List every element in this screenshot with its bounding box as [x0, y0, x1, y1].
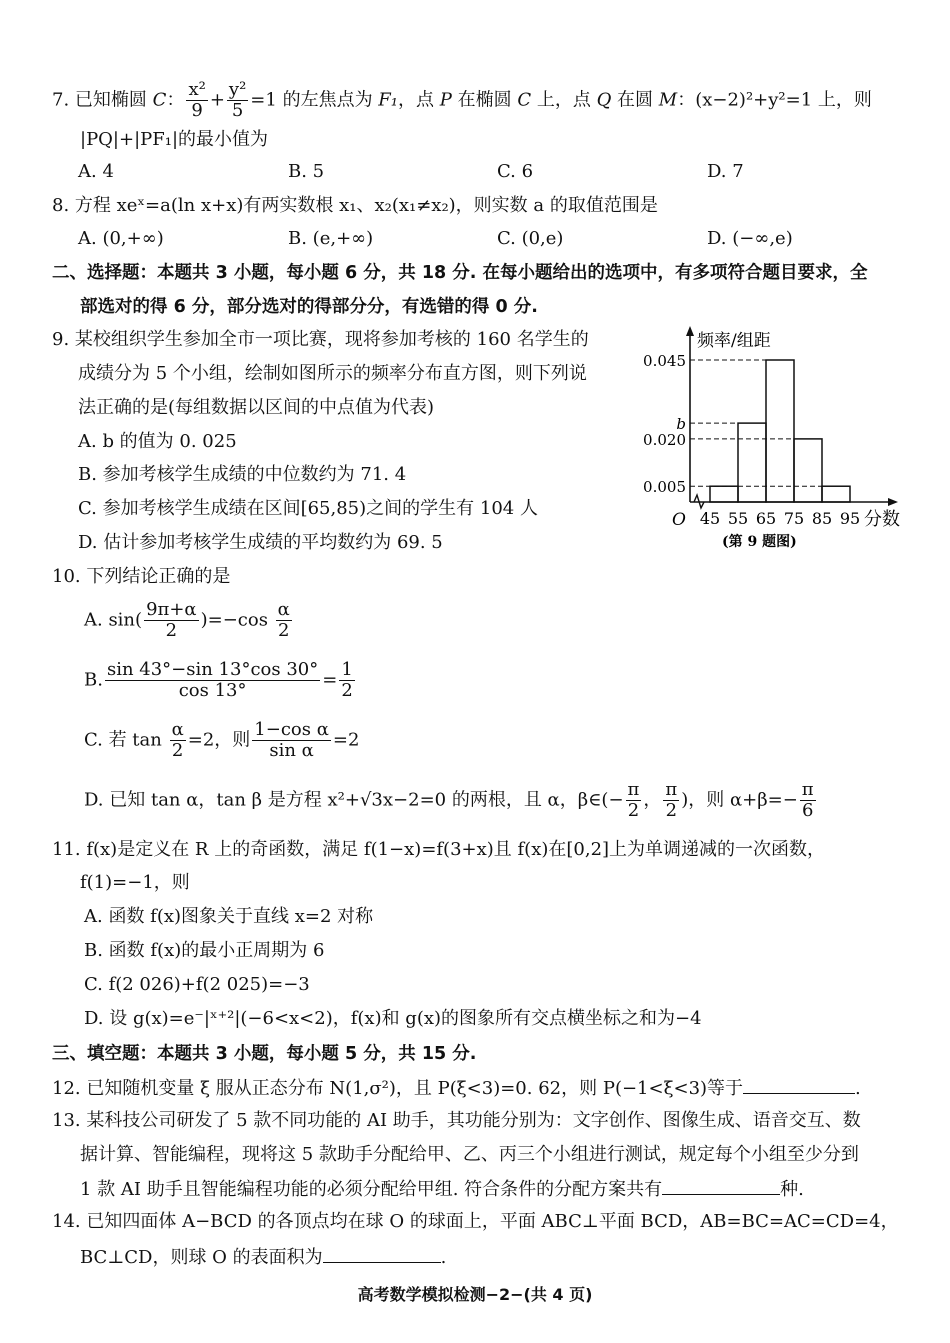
- q10-d-frac3-den: 6: [801, 800, 814, 821]
- x-axis-arrow: [888, 498, 898, 506]
- q13-line2: 据计算、智能编程，现将这 5 款助手分配给甲、乙、丙三个小组进行测试，规定每个小组至少分到: [80, 1144, 859, 1165]
- q7-ellipse-name-2: C: [517, 89, 532, 111]
- q10-a-frac-den: 2: [165, 620, 178, 641]
- q10-stem: 10. 下列结论正确的是: [52, 566, 231, 587]
- q13-end: 种.: [780, 1179, 804, 1200]
- q10-b-frac2-den: 2: [341, 680, 353, 701]
- q10-c-mid: =2，则: [187, 729, 251, 751]
- q7-option-d: D. 7: [707, 161, 744, 182]
- q10-c-frac-num: α: [171, 719, 184, 740]
- q10-c-eq: =2: [332, 729, 360, 751]
- q10-d-prefix: D. 已知 tan α，tan β 是方程 x²+√3x−2=0 的两根，且 α，β∈(−: [84, 789, 624, 811]
- q10-b-prefix: B.: [84, 669, 103, 691]
- q11-option-c: C. f(2 026)+f(2 025)=−3: [84, 974, 310, 995]
- q13-line3: [80, 1176, 804, 1202]
- x-tick-label: 85: [811, 509, 833, 528]
- q7-text-b: 的左焦点为: [276, 89, 379, 111]
- q10-b-frac2-num: 1: [341, 659, 353, 680]
- q12-stem: [52, 1075, 861, 1101]
- q10-d-frac3-num: π: [801, 779, 814, 800]
- q14-end: .: [440, 1247, 447, 1268]
- q10-a-frac: [144, 600, 199, 641]
- q14-text: BC⊥CD，则球 O 的表面积为: [80, 1247, 323, 1268]
- q7-focus: F₁: [378, 89, 399, 111]
- histogram-bar: [766, 360, 794, 502]
- q7-line2: |PQ|+|PF₁|的最小值为: [80, 129, 269, 150]
- frequency-histogram: [640, 322, 915, 552]
- q10-d-frac2-num: π: [665, 779, 678, 800]
- q7-circle-name: M: [658, 89, 678, 111]
- q7-frac-y: [227, 80, 248, 121]
- q7-frac-x: [186, 80, 207, 121]
- q8-option-b: B. (e,+∞): [288, 228, 374, 249]
- q10-option-c: [84, 720, 359, 761]
- histogram-bar: [710, 486, 738, 502]
- q10-d-frac3: [800, 780, 816, 821]
- q7-frac-y-den: 5: [231, 100, 244, 121]
- q10-d-frac2-den: 2: [665, 800, 678, 821]
- q11-option-d: D. 设 g(x)=e⁻|ˣ⁺²|(−6<x<2)，f(x)和 g(x)的图象所有交点横坐标之和为−4: [84, 1008, 702, 1029]
- q8-stem: 8. 方程 xeˣ=a(ln x+x)有两实数根 x₁、x₂(x₁≠x₂)，则实数 a 的取值范围是: [52, 195, 658, 216]
- q11-line2: f(1)=−1，则: [80, 872, 190, 893]
- q10-c-frac: [170, 720, 186, 761]
- q10-b-frac-num: sin 43°−sin 13°cos 30°: [106, 659, 319, 680]
- x-axis-label: 分数: [864, 509, 900, 530]
- x-tick-label: 95: [839, 509, 861, 528]
- q10-a-frac2-den: 2: [278, 620, 290, 641]
- y-tick-label: 0.005: [643, 478, 686, 497]
- q8-option-a: A. (0,+∞): [78, 228, 164, 249]
- q7-frac-x-den: 9: [191, 100, 203, 121]
- y-tick-label: 0.020: [643, 430, 686, 449]
- q9-option-b: B. 参加考核学生成绩的中位数约为 71. 4: [78, 464, 407, 485]
- q7-number: 7.: [52, 89, 70, 111]
- q10-c-prefix: C. 若 tan: [84, 729, 168, 751]
- q10-c-frac2-den: sin α: [269, 740, 314, 761]
- q10-b-eq: =: [322, 669, 338, 691]
- q9-option-a: A. b 的值为 0. 025: [78, 431, 237, 452]
- q10-c-frac2: [252, 720, 331, 761]
- q10-option-a: [84, 600, 294, 641]
- q7-ellipse-name: C: [152, 89, 167, 111]
- q13-line1: 13. 某科技公司研发了 5 款不同功能的 AI 助手，其功能分别为：文字创作、图像生成、语音交互、数: [52, 1110, 861, 1131]
- q7-text-c: ，点: [398, 89, 440, 111]
- q10-c-frac2-num: 1−cos α: [254, 719, 329, 740]
- q10-b-frac2: [339, 660, 354, 701]
- q10-a-mid: )=−cos: [200, 609, 274, 631]
- section2-heading-cont: 部选对的得 6 分，部分选对的得部分分，有选错的得 0 分.: [80, 297, 538, 317]
- q10-a-frac2: [276, 600, 292, 641]
- q10-b-frac: [105, 660, 320, 701]
- q10-d-comma: ，: [643, 789, 662, 811]
- q7-text-g: ：(x−2)²+y²=1 上，则: [677, 89, 872, 111]
- q10-d-frac1-num: π: [627, 779, 640, 800]
- q7-frac-x-num: x²: [188, 79, 206, 100]
- q7-option-a: A. 4: [78, 161, 114, 182]
- histogram-bar: [822, 486, 850, 502]
- q7-text-f: 在圆: [611, 89, 659, 111]
- q9-line1: 9. 某校组织学生参加全市一项比赛，现将参加考核的 160 名学生的: [52, 329, 589, 350]
- q10-d-mid: )，则 α+β=−: [681, 789, 798, 811]
- q10-d-frac2: [663, 780, 679, 821]
- q9-line3: 法正确的是(每组数据以区间的中点值为代表): [78, 397, 435, 418]
- q7-text-d: 在椭圆: [451, 89, 518, 111]
- q7-point-p: P: [439, 89, 452, 111]
- histogram-marks: [643, 326, 898, 528]
- origin-label: O: [672, 510, 686, 530]
- q10-d-frac1: [626, 780, 642, 821]
- q7-frac-y-num: y²: [228, 79, 247, 100]
- section3-heading: 三、填空题：本题共 3 小题，每小题 5 分，共 15 分.: [52, 1044, 477, 1064]
- histogram-bar: [794, 439, 822, 502]
- q10-d-frac1-den: 2: [627, 800, 640, 821]
- q9-option-d: D. 估计参加考核学生成绩的平均数约为 69. 5: [78, 532, 443, 553]
- y-tick-label: b: [676, 415, 686, 434]
- q10-option-b: [84, 660, 357, 701]
- q7-eq: =1: [250, 89, 277, 111]
- q14-line2: [80, 1244, 446, 1270]
- y-tick-label: 0.045: [643, 352, 686, 370]
- q7-text-e: 上，点: [531, 89, 597, 111]
- q10-a-frac2-num: α: [277, 599, 290, 620]
- q7-option-b: B. 5: [288, 161, 325, 182]
- x-tick-label: 55: [727, 509, 749, 528]
- histogram-bar: [738, 423, 766, 502]
- q7-option-c: C. 6: [497, 161, 534, 182]
- q7-line1: 7. 已知椭圆 C： $\frac{\text{x²}}{9}$ + $\frac{\text{y²}}{5}$ =1 的左焦点为 F₁，点 P 在椭圆 C 上，点 Q 在圆 M：(x−2)²+y²=1 上，则: [52, 79, 872, 121]
- q8-option-d: D. (−∞,e): [707, 228, 793, 249]
- q10-a-prefix: A. sin(: [84, 609, 143, 631]
- q11-option-b: B. 函数 f(x)的最小正周期为 6: [84, 940, 325, 961]
- q9-line2: 成绩分为 5 个小组，绘制如图所示的频率分布直方图，则下列说: [78, 363, 587, 384]
- q12-text: 12. 已知随机变量 ξ 服从正态分布 N(1,σ²)，且 P(ξ<3)=0. 62，则 P(−1<ξ<3)等于: [52, 1078, 744, 1099]
- q13-answer-blank[interactable]: [662, 1176, 780, 1195]
- y-axis-label: 频率/组距: [697, 331, 771, 351]
- x-tick-label: 45: [699, 509, 721, 528]
- page-footer: 高考数学模拟检测−2−(共 4 页): [357, 1285, 593, 1304]
- chart-caption: (第 9 题图): [722, 534, 797, 550]
- q14-answer-blank[interactable]: [323, 1244, 441, 1263]
- q7-colon: ：: [166, 89, 185, 111]
- q9-option-c: C. 参加考核学生成绩在区间[65,85)之间的学生有 104 人: [78, 498, 538, 519]
- x-tick-label: 75: [783, 509, 805, 528]
- q7-text: 已知椭圆: [74, 89, 147, 111]
- q7-point-q: Q: [596, 89, 612, 111]
- q10-option-d: [84, 780, 818, 821]
- q13-text: 1 款 AI 助手且智能编程功能的必须分配给甲组. 符合条件的分配方案共有: [80, 1179, 663, 1200]
- q10-c-frac-den: 2: [171, 740, 184, 761]
- x-tick-label: 65: [755, 509, 777, 528]
- q12-answer-blank[interactable]: [743, 1075, 855, 1094]
- q14-line1: 14. 已知四面体 A−BCD 的各顶点均在球 O 的球面上，平面 ABC⊥平面 BCD，AB=BC=AC=CD=4，: [52, 1211, 899, 1232]
- q8-option-c: C. (0,e): [497, 228, 564, 249]
- y-axis-arrow: [686, 326, 694, 336]
- section2-heading: 二、选择题：本题共 3 小题，每小题 6 分，共 18 分. 在每小题给出的选项中，有多项符合题目要求，全: [52, 263, 868, 283]
- q10-a-frac-num: 9π+α: [146, 599, 197, 620]
- q10-b-frac-den: cos 13°: [178, 680, 247, 701]
- q11-line1: 11. f(x)是定义在 R 上的奇函数，满足 f(1−x)=f(3+x)且 f(x)在[0,2]上为单调递减的一次函数，: [52, 839, 826, 860]
- q11-option-a: A. 函数 f(x)图象关于直线 x=2 对称: [84, 906, 374, 927]
- q12-end: .: [855, 1078, 861, 1099]
